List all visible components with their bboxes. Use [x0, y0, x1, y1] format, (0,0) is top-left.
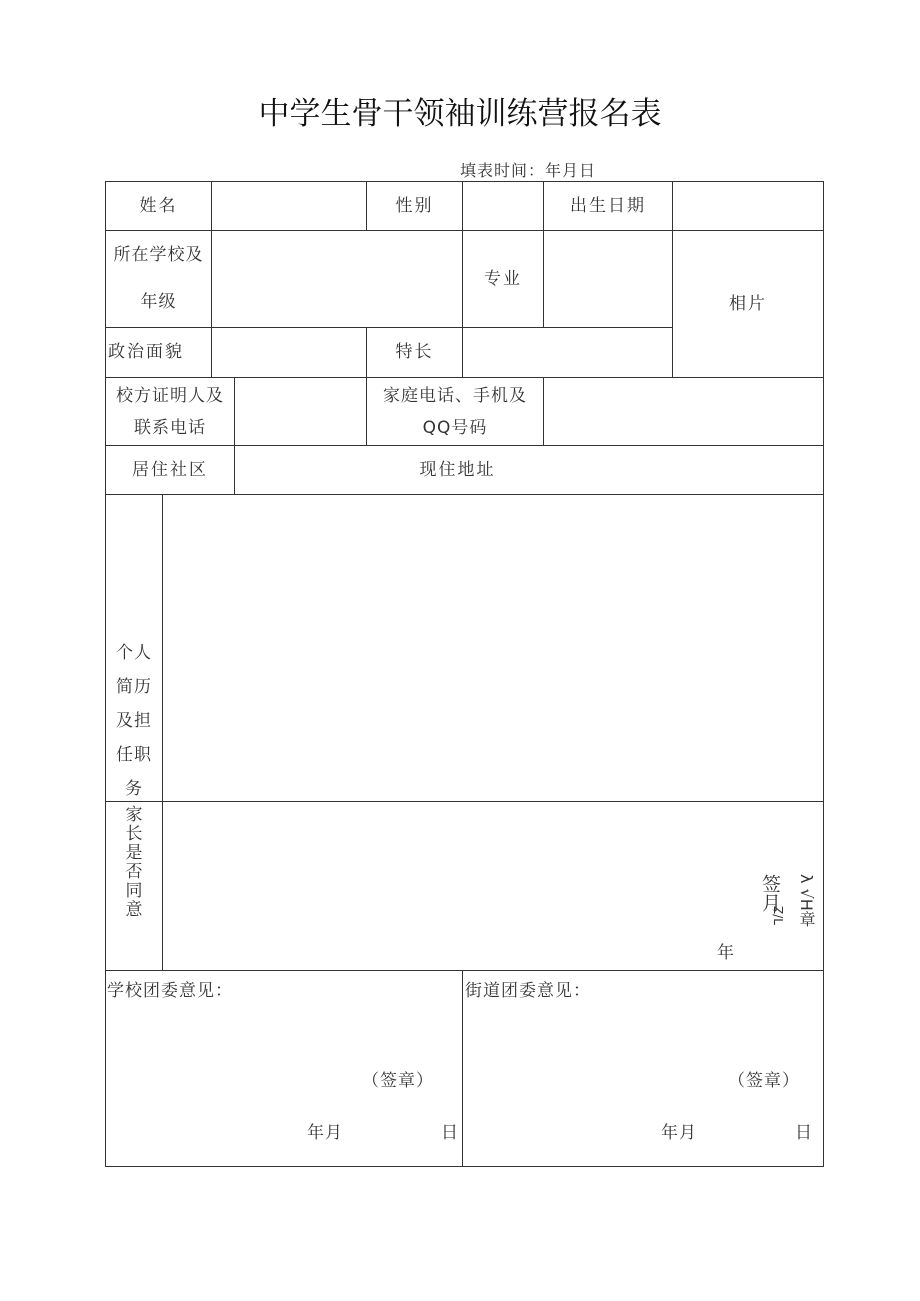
parent-consent-label: 家长是否同意 — [125, 805, 143, 920]
form-title: 中学生骨干领袖训练营报名表 — [258, 96, 662, 132]
school-grade-field[interactable] — [212, 231, 462, 327]
address-label: 现住地址 — [419, 459, 496, 480]
resume-label-line: 任职 — [116, 745, 152, 765]
street-league-day: 日 — [795, 1123, 813, 1143]
resume-label — [106, 636, 162, 806]
school-witness-label — [106, 378, 234, 445]
name-label: 姓名 — [139, 195, 178, 216]
birth-date-field[interactable] — [673, 182, 823, 230]
resume-label-line: 个人 — [116, 643, 152, 663]
photo-area[interactable]: 相片 — [729, 293, 767, 314]
table-line — [823, 181, 824, 1167]
school-league-year-month: 年月 — [307, 1123, 343, 1143]
specialty-label: 特长 — [395, 342, 434, 363]
resume-label-line: 务 — [125, 779, 143, 799]
gender-field[interactable] — [463, 182, 543, 230]
gender-label: 性别 — [395, 195, 434, 216]
resume-field[interactable] — [163, 495, 823, 801]
school-grade-label-line2: 年级 — [140, 292, 177, 312]
street-league-year-month: 年月 — [661, 1123, 697, 1143]
phone-label-line1: 家庭电话、手机及 — [383, 385, 527, 406]
parent-sign-text-3: λ √H章 — [797, 874, 816, 927]
school-witness-label-line2: 联系电话 — [134, 417, 206, 438]
school-league-day: 日 — [441, 1123, 459, 1143]
table-line — [105, 1166, 824, 1167]
parent-sign-text-2: Z/L — [771, 906, 785, 925]
political-status-label: 政治面貌 — [108, 342, 184, 363]
school-league-seal: （签章） — [362, 1071, 434, 1091]
street-league-field[interactable] — [463, 1002, 823, 1062]
school-witness-label-line1: 校方证明人及 — [116, 385, 224, 406]
school-grade-label-line1: 所在学校及 — [113, 245, 204, 265]
phone-label — [367, 378, 543, 445]
parent-sign-text-1: 签月 — [759, 874, 781, 912]
parent-sign-year: 年 — [717, 943, 735, 963]
fill-date: 填表时间：年月日 — [460, 161, 597, 180]
name-field[interactable] — [212, 182, 366, 230]
phone-field[interactable] — [544, 378, 823, 445]
school-grade-label — [106, 231, 211, 327]
resume-label-line: 简历 — [116, 677, 152, 697]
phone-label-line2: QQ号码 — [422, 417, 488, 438]
major-label: 专业 — [484, 268, 522, 289]
school-witness-field[interactable] — [235, 378, 366, 445]
resume-label-line: 及担 — [116, 711, 152, 731]
birth-date-label: 出生日期 — [570, 195, 646, 216]
school-league-field[interactable] — [106, 1002, 462, 1062]
table-line — [462, 970, 463, 1166]
community-label: 居住社区 — [132, 459, 208, 480]
school-league-label: 学校团委意见： — [107, 981, 233, 1001]
political-status-field[interactable] — [212, 328, 366, 377]
street-league-label: 街道团委意见： — [465, 981, 591, 1001]
major-field[interactable] — [544, 231, 672, 327]
street-league-seal: （签章） — [728, 1071, 800, 1091]
table-line — [105, 970, 824, 971]
specialty-field[interactable] — [463, 328, 672, 377]
